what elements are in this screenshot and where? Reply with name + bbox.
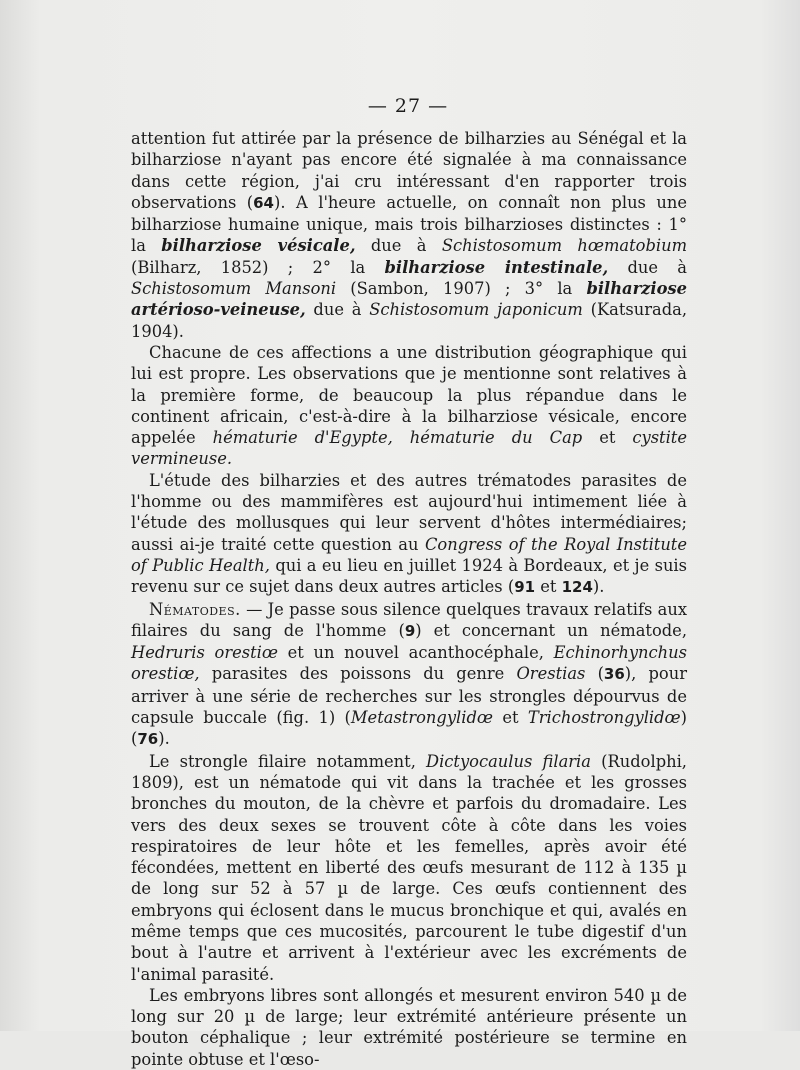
text-run: — Je passe sous silence quelques travaux relatifs aux filaires du sang de l'homme (	[131, 599, 687, 640]
reference-number: 9	[404, 621, 416, 640]
reference-number: 91	[514, 578, 536, 597]
italic-term: Trichostrongylidœ	[527, 708, 681, 728]
text-run: L'étude des bilharzies et des autres trématodes parasites de l'homme ou des mammifères est aujourd'hui intimement liée à l'étude des mollusques qui leur servent d'hôtes intermédiaires; aussi ai-je traité cette question au	[131, 470, 687, 554]
body-text	[131, 128, 687, 1070]
text-run: (Bilharz, 1852) ; 2° la	[131, 257, 385, 277]
text-run: due à	[355, 236, 442, 256]
text-run: Le strongle filaire notamment,	[149, 751, 427, 771]
text-run: et	[492, 708, 528, 728]
text-run: Chacune de ces affections a une distribution géographique qui lui est propre. Les observations que je mentionne sont relatives à la première forme, de beaucoup la plus répandue dans le continent africain, c'est-à-dire à la bilharziose vésicale, encore appelée	[131, 342, 687, 448]
paragraph	[131, 985, 687, 1070]
text-run: ).	[158, 729, 170, 749]
text-run: et un nouvel acanthocéphale,	[277, 643, 554, 663]
reference-number: 36	[603, 665, 625, 684]
text-run: ) et concernant un nématode,	[415, 620, 687, 640]
italic-term: Orestias	[516, 664, 586, 684]
bold-italic-term: bilharziose artérioso-veineuse,	[131, 279, 687, 320]
italic-term: Congress of the Royal Institute of Public Health,	[131, 534, 687, 575]
bold-italic-term: bilharziose vésicale,	[161, 236, 356, 256]
text-run: (Rudolphi, 1809), est un nématode qui vit dans la trachée et les grosses bronches du mouton, de la chèvre et parfois du dromadaire. Les vers des deux sexes se trouvent côte à côte dans les voies respiratoires de leur hôte et les femelles, après avoir été fécondées, mettent en liberté des œufs mesurant de 112 à 135 µ de long sur 52 à 57 µ de large. Ces œufs contiennent des embryons qui éclosent dans le mucus bronchique et qui, avalés en même temps que ces mucosités, parcourent le tube digestif d'un bout à l'autre et arrivent à l'extérieur avec les excréments de l'animal parasité.	[131, 751, 687, 984]
text-run: et	[582, 428, 633, 448]
italic-term: cystite vermineuse.	[131, 428, 687, 469]
italic-term: Schistosomum japonicum	[369, 300, 583, 320]
bold-italic-term: bilharziose intestinale,	[384, 257, 609, 277]
text-run: ) (	[131, 708, 687, 749]
small-caps-heading: Nématodes.	[149, 599, 241, 619]
paragraph	[131, 470, 687, 599]
paragraph	[131, 342, 687, 470]
text-run: et	[535, 577, 562, 597]
text-run: ), pour arriver à une série de recherches sur les strongles dépourvus de capsule buccale (fig. 1) (	[131, 664, 687, 728]
reference-number: 64	[253, 193, 274, 212]
reference-number: 124	[561, 578, 593, 597]
text-run: ). A l'heure actuelle, on connaît non plus une bilharziose humaine unique, mais trois bilharzioses distinctes : 1° la	[131, 192, 687, 256]
page-number: — 27 —	[367, 95, 449, 117]
text-run: (	[585, 664, 604, 684]
italic-term: Metastrongylidœ	[350, 708, 493, 728]
text-run: (Sambon, 1907) ; 3° la	[336, 279, 587, 299]
text-run: Les embryons libres sont allongés et mesurent environ 540 µ de long sur 20 µ de large; leur extrémité antérieure présente un bouton céphalique ; leur extrémité postérieure se termine en pointe obtuse et l'œso-	[131, 985, 687, 1069]
text-run: parasites des poissons du genre	[199, 664, 517, 684]
text-run: (Katsurada, 1904).	[131, 300, 688, 341]
reference-number: 76	[137, 730, 159, 749]
text-run: ).	[592, 577, 605, 597]
paragraph	[131, 128, 687, 342]
text-run: due à	[608, 257, 687, 277]
italic-term: Schistosomum hœmatobium	[441, 236, 688, 256]
italic-term: Echinorhynchus orestiœ,	[131, 643, 687, 684]
paragraph	[131, 751, 687, 985]
italic-term: Dictyocaulus filaria	[426, 751, 591, 771]
italic-term: Schistosomum Mansoni	[131, 279, 337, 299]
text-run: qui a eu lieu en juillet 1924 à Bordeaux, et je suis revenu sur ce sujet dans deux autres articles (	[131, 555, 687, 597]
text-run: attention fut attirée par la présence de bilharzies au Sénégal et la bilharziose n'ayant pas encore été signalée à ma connaissance dans cette région, j'ai cru intéressant d'en rapporter trois observations (	[131, 129, 687, 212]
italic-term: Hedruris orestiœ	[131, 643, 278, 663]
italic-term: hématurie d'Egypte, hématurie du Cap	[212, 428, 583, 448]
paragraph	[131, 599, 687, 751]
text-run: due à	[305, 300, 370, 320]
